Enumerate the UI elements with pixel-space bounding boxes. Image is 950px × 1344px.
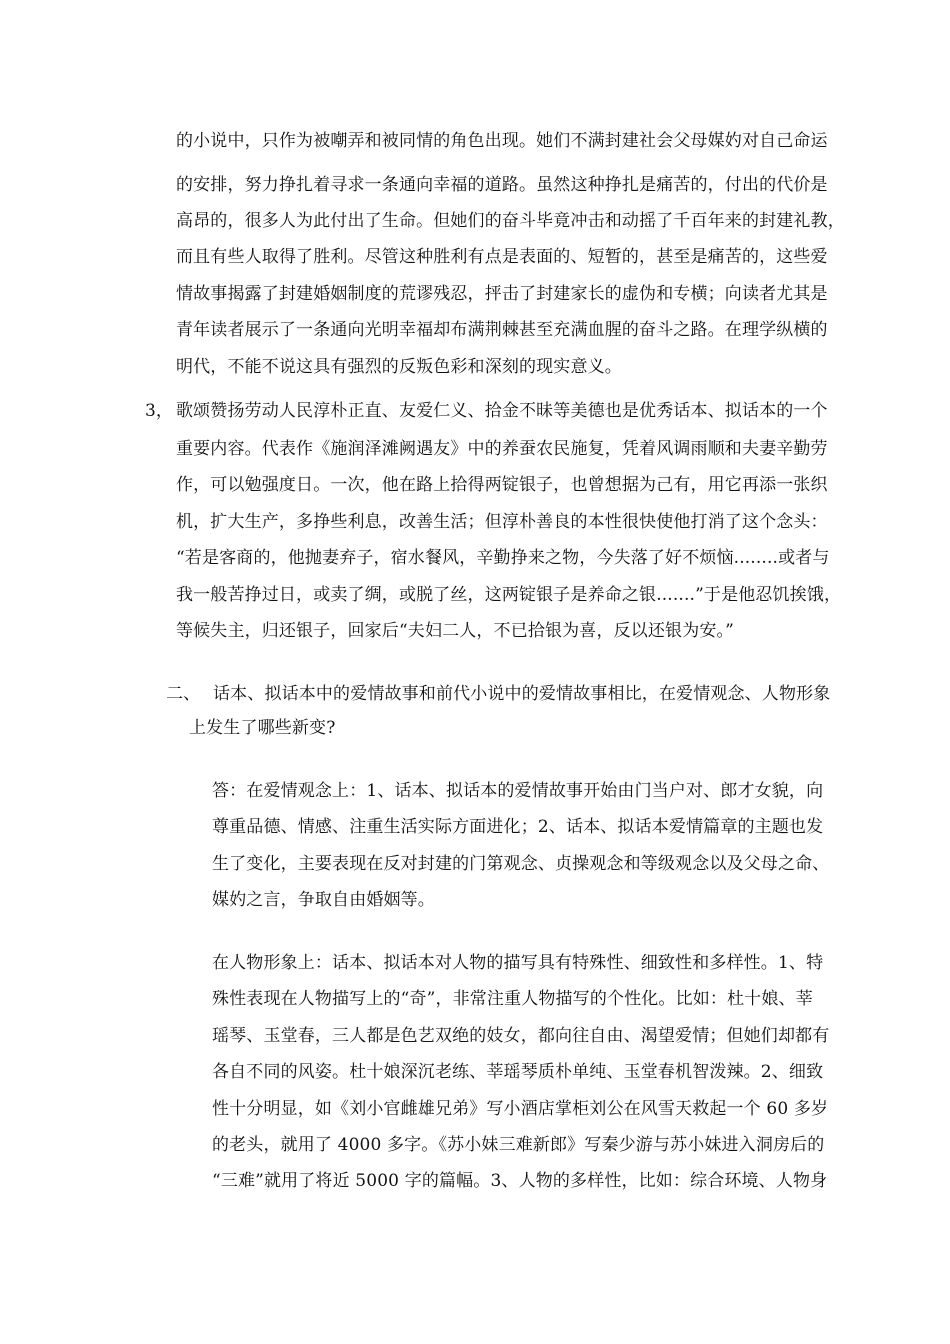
text-line: 答：在爱情观念上：1、话本、拟话本的爱情故事开始由门当户对、郎才女貌，向 bbox=[212, 781, 824, 801]
text-line: 瑶琴、玉堂春，三人都是色艺双绝的妓女，都向往自由、渴望爱情；但她们却都有 bbox=[212, 1026, 830, 1046]
text-line: 明代，不能不说这具有强烈的反叛色彩和深刻的现实意义。 bbox=[176, 357, 622, 377]
question-number: 二、 bbox=[166, 684, 201, 704]
text-line: 我一般苦挣过日，或卖了绸，或脱了丝，这两锭银子是养命之银.......”于是他忍饥挨饿， bbox=[176, 585, 842, 605]
text-line: 性十分明显，如《刘小官雌雄兄弟》写小酒店掌柜刘公在风雪天救起一个 60 多岁 bbox=[212, 1099, 829, 1119]
text-line: “若是客商的，他抛妻弃子，宿水餐风，辛勤挣来之物，今失落了好不烦恼........或者与 bbox=[176, 548, 830, 568]
text-line: 而且有些人取得了胜利。尽管这种胜利有点是表面的、短暂的，甚至是痛苦的，这些爱 bbox=[176, 247, 828, 267]
text-line: 的小说中，只作为被嘲弄和被同情的角色出现。她们不满封建社会父母媒妁对自己命运 bbox=[176, 131, 828, 151]
text-line: 青年读者展示了一条通向光明幸福却布满荆棘甚至充满血腥的奋斗之路。在理学纵横的 bbox=[176, 320, 828, 340]
text-line: 殊性表现在人物描写上的“奇”，非常注重人物描写的个性化。比如：杜十娘、莘 bbox=[212, 989, 813, 1009]
text-line: 各自不同的风姿。杜十娘深沉老练、莘瑶琴质朴单纯、玉堂春机智泼辣。2、细致 bbox=[212, 1062, 824, 1082]
text-line: 等候失主，归还银子，回家后“夫妇二人，不已拾银为喜，反以还银为安。” bbox=[176, 621, 734, 641]
list-number: 3， bbox=[145, 401, 173, 421]
question-text: 话本、拟话本中的爱情故事和前代小说中的爱情故事相比，在爱情观念、人物形象 bbox=[213, 684, 831, 704]
text-line: 歌颂赞扬劳动人民淳朴正直、友爱仁义、拾金不昧等美德也是优秀话本、拟话本的一个 bbox=[176, 401, 828, 421]
text-line: 重要内容。代表作《施润泽滩阙遇友》中的养蚕农民施复，凭着风调雨顺和夫妻辛勤劳 bbox=[176, 439, 828, 459]
text-line: 高昂的，很多人为此付出了生命。但她们的奋斗毕竟冲击和动摇了千百年来的封建礼教， bbox=[176, 211, 845, 231]
text-line: 作，可以勉强度日。一次，他在路上拾得两锭银子，也曾想据为己有，用它再添一张织 bbox=[176, 475, 828, 495]
question-text: 上发生了哪些新变? bbox=[189, 718, 336, 738]
text-line: 生了变化，主要表现在反对封建的门第观念、贞操观念和等级观念以及父母之命、 bbox=[212, 854, 830, 874]
text-line: 情故事揭露了封建婚姻制度的荒谬残忍，抨击了封建家长的虚伪和专横；向读者尤其是 bbox=[176, 284, 828, 304]
text-line: 媒妁之言，争取自由婚姻等。 bbox=[212, 890, 435, 910]
text-line: 在人物形象上：话本、拟话本对人物的描写具有特殊性、细致性和多样性。1、特 bbox=[212, 953, 824, 973]
text-line: 的安排，努力挣扎着寻求一条通向幸福的道路。虽然这种挣扎是痛苦的，付出的代价是 bbox=[176, 175, 828, 195]
text-line: 的老头，就用了 4000 多字。《苏小妹三难新郎》写秦少游与苏小妹进入洞房后的 bbox=[212, 1135, 825, 1155]
text-line: “三难”就用了将近 5000 字的篇幅。3、人物的多样性，比如：综合环境、人物身 bbox=[212, 1171, 828, 1191]
text-line: 尊重品德、情感、注重生活实际方面进化；2、话本、拟话本爱情篇章的主题也发 bbox=[212, 817, 824, 837]
text-line: 机，扩大生产，多挣些利息，改善生活；但淳朴善良的本性很快使他打消了这个念头： bbox=[176, 512, 828, 532]
